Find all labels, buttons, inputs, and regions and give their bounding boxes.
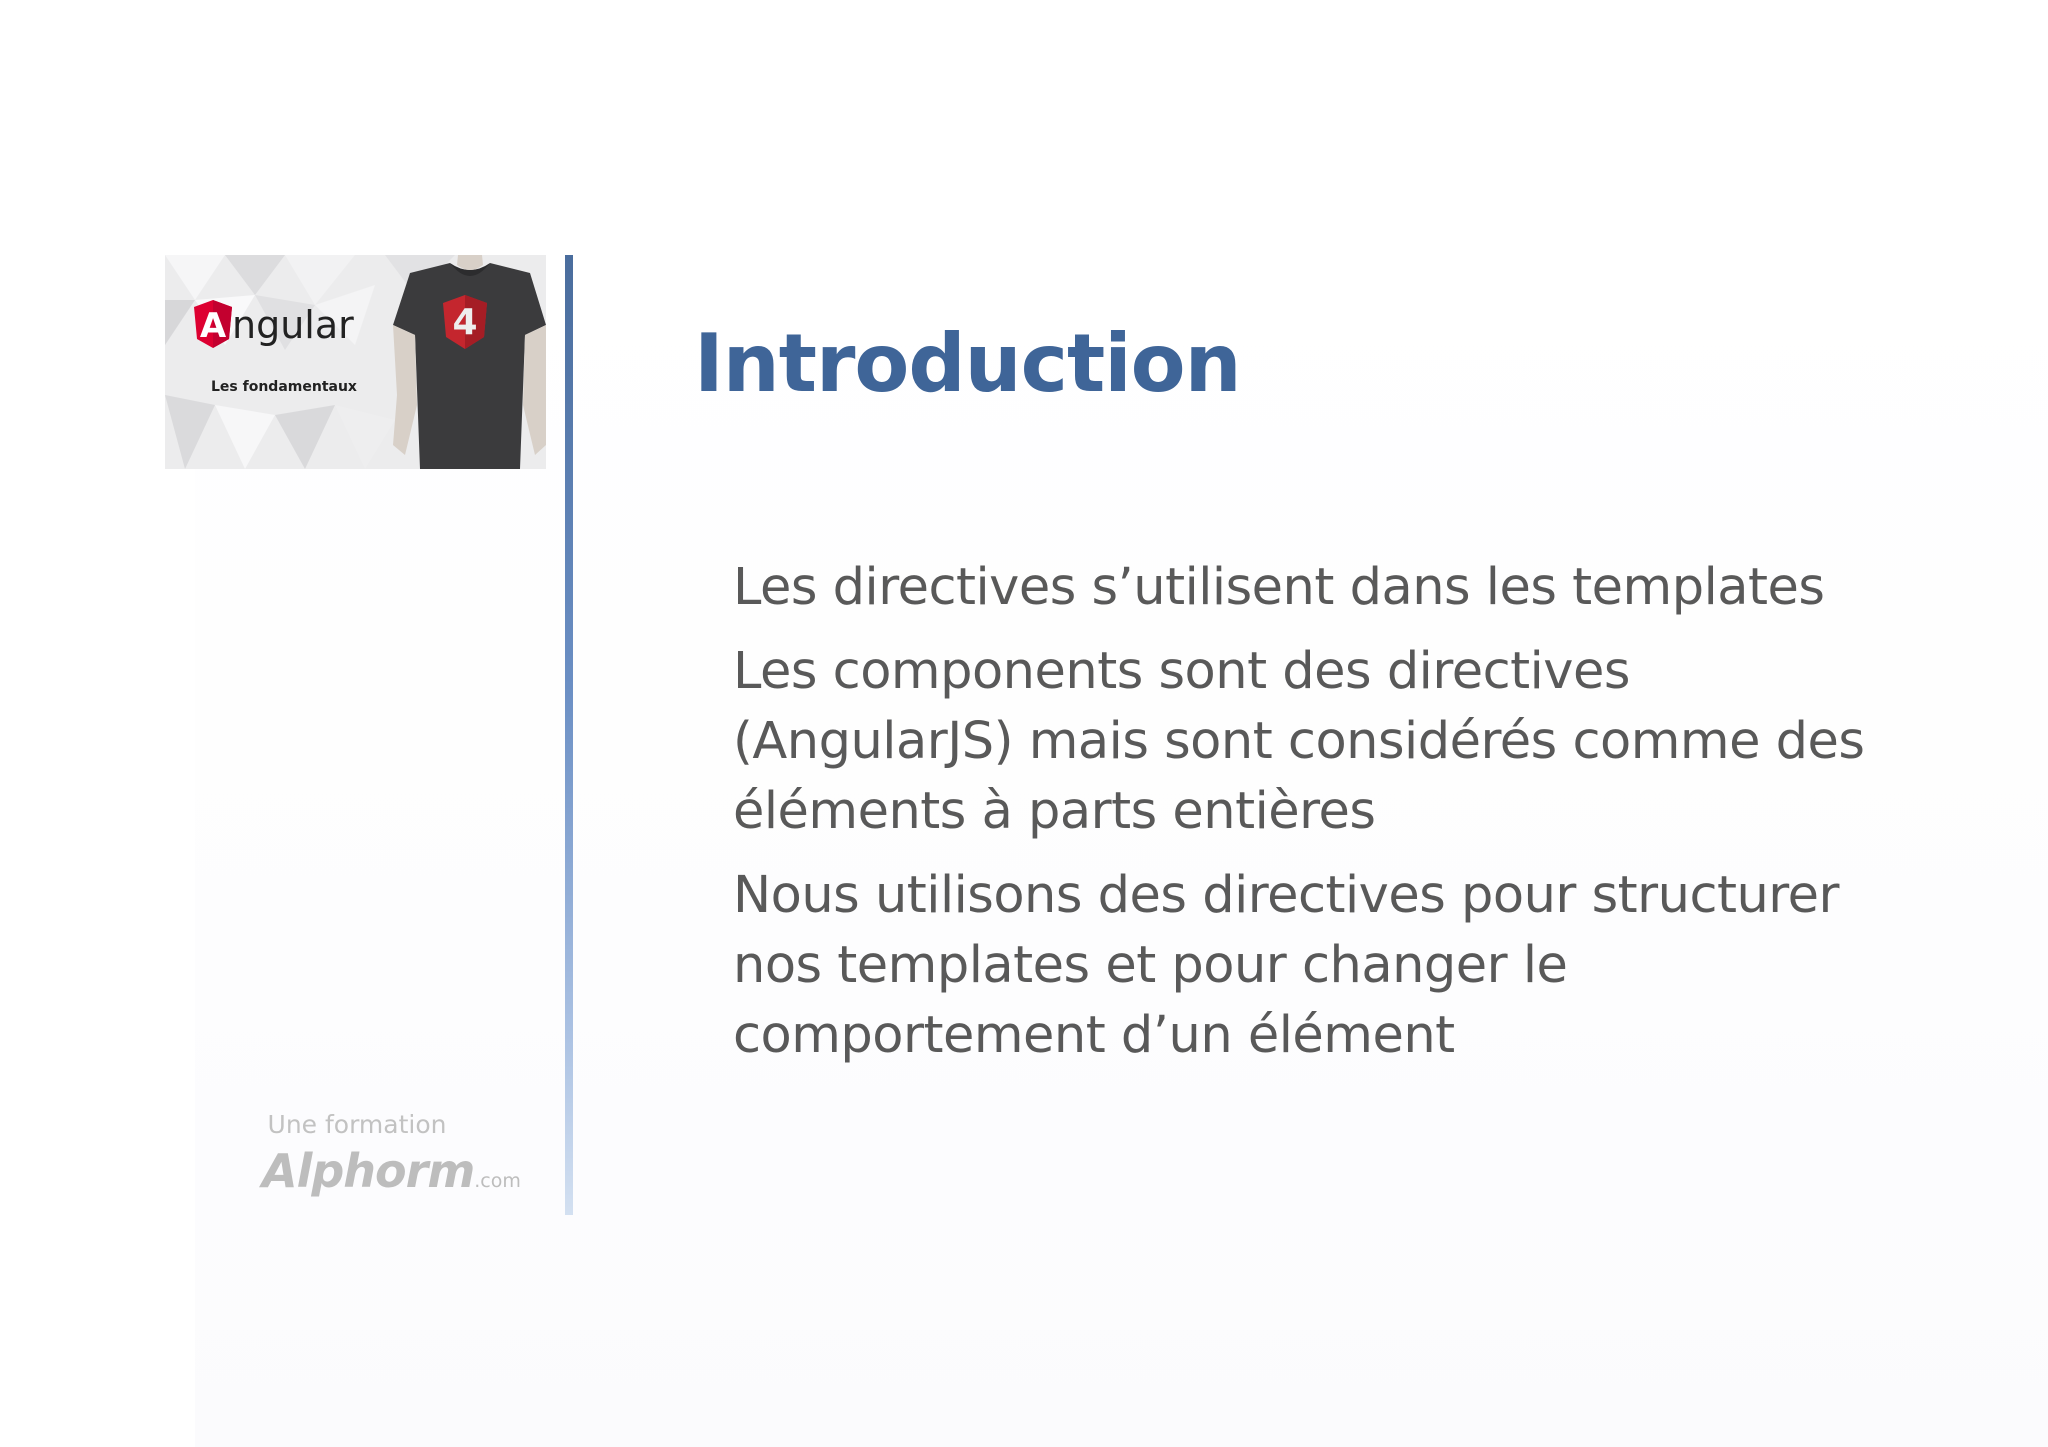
brand-name: Alphorm xyxy=(262,1144,475,1198)
svg-text:4: 4 xyxy=(452,302,478,343)
brand-suffix: .com xyxy=(474,1170,521,1192)
course-thumbnail xyxy=(165,255,546,469)
bullet-list xyxy=(733,553,1913,1085)
accent-divider xyxy=(565,255,573,1215)
footer-branding xyxy=(262,1110,521,1206)
alphorm-logo xyxy=(262,1144,521,1206)
svg-text:Les fondamentaux: Les fondamentaux xyxy=(211,379,357,395)
list-item: Nous utilisons des directives pour structurer nos templates et pour changer le comportement d’un élément xyxy=(733,866,1839,1065)
svg-text:ngular: ngular xyxy=(232,303,354,347)
slide-title: Introduction xyxy=(694,317,1241,410)
list-item: Les directives s’utilisent dans les templates xyxy=(733,558,1825,617)
svg-text:A: A xyxy=(199,306,227,346)
footer-tagline: Une formation xyxy=(267,1110,447,1139)
list-item: Les components sont des directives (AngularJS) mais sont considérés comme des éléments à parts entières xyxy=(733,642,1865,841)
